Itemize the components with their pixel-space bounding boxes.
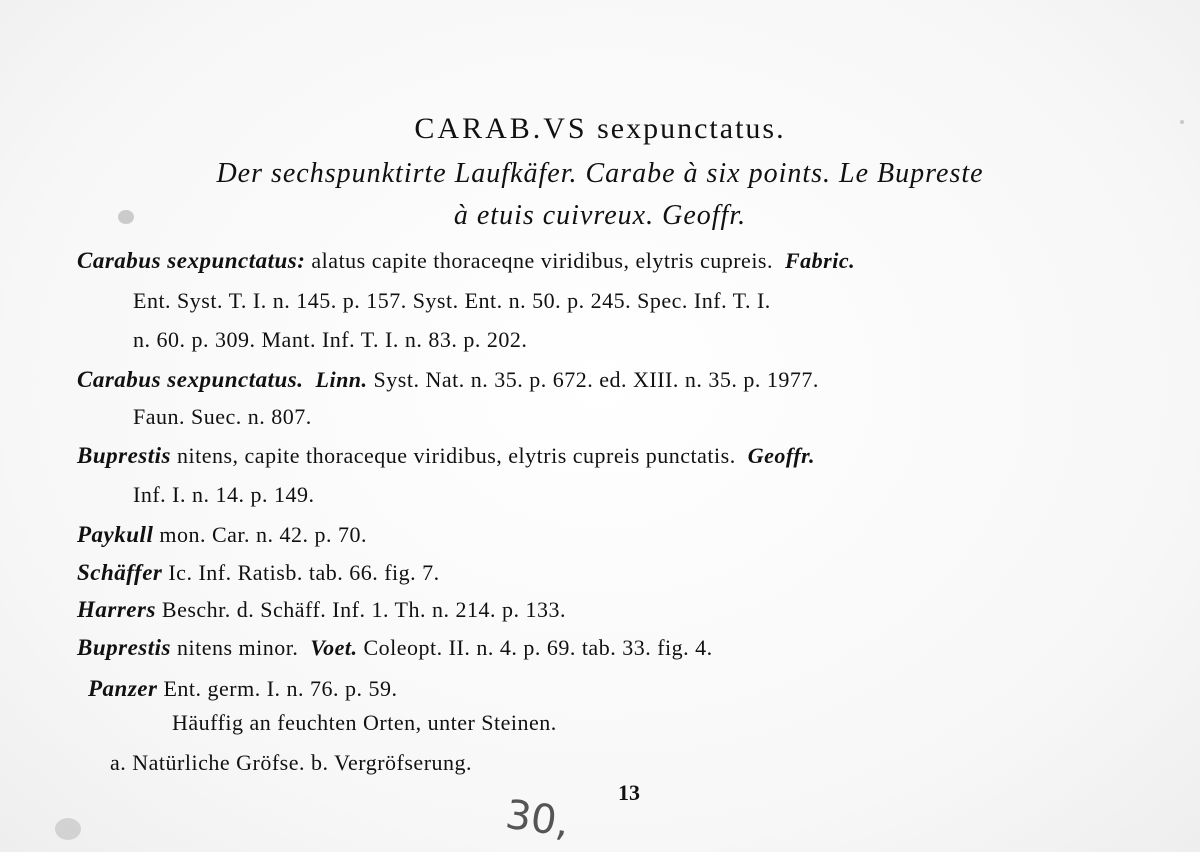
paper-speck xyxy=(1180,120,1184,124)
synonymy-line-10 xyxy=(77,597,566,623)
habitat-text: Häuffig an feuchten Orten, unter Steinen. xyxy=(172,710,557,735)
synonym-author: Buprestis xyxy=(77,443,171,468)
synonym-text: nitens, capite thoraceque viridibus, elytris cupreis punctatis. xyxy=(170,443,736,468)
synonym-text-cont: Coleopt. II. n. 4. p. 69. tab. 33. fig. 4. xyxy=(357,635,713,660)
handwritten-number xyxy=(498,786,588,846)
synonym-author: Paykull xyxy=(77,522,154,547)
synonymy-line-8 xyxy=(77,522,367,548)
synonym-source: Linn. xyxy=(315,367,368,392)
synonymy-line-9 xyxy=(77,560,440,586)
synonym-author: Panzer xyxy=(88,676,158,701)
synonym-text: nitens minor. xyxy=(170,635,299,660)
synonymy-line-2: Ent. Syst. T. I. n. 145. p. 157. Syst. Ent. n. 50. p. 245. Spec. Inf. T. I. xyxy=(133,288,771,313)
common-names-line-1: Der sechspunktirte Laufkäfer. Carabe à six points. Le Bupreste xyxy=(216,158,984,189)
paper-speck xyxy=(55,818,81,840)
synonym-text: Syst. Nat. n. 35. p. 672. ed. XIII. n. 35. p. 1977. xyxy=(367,367,819,392)
synonymy-line-1 xyxy=(77,248,855,274)
synonym-source: Fabric. xyxy=(785,248,856,273)
genus-name: CARAB.VS xyxy=(414,112,588,145)
synonym-text: alatus capite thoraceqne viridibus, elytris cupreis. xyxy=(305,248,773,273)
synonym-author: Carabus sexpunctatus. xyxy=(77,367,304,392)
synonymy-line-7: Inf. I. n. 14. p. 149. xyxy=(133,482,315,507)
synonym-text: mon. Car. n. 42. p. 70. xyxy=(153,522,368,547)
page-number: 13 xyxy=(618,780,640,805)
synonymy-line-3: n. 60. p. 309. Mant. Inf. T. I. n. 83. p. 202. xyxy=(133,327,528,352)
synonym-text: Ic. Inf. Ratisb. tab. 66. fig. 7. xyxy=(162,560,440,585)
common-names-line-2: à etuis cuivreux. Geoffr. xyxy=(453,200,747,231)
paper-speck xyxy=(118,210,134,224)
synonym-text: Ent. germ. I. n. 76. p. 59. xyxy=(157,676,398,701)
synonymy-line-4 xyxy=(77,367,819,393)
synonym-source: Geoffr. xyxy=(747,443,815,468)
synonym-author: Schäffer xyxy=(77,560,163,585)
synonymy-line-12 xyxy=(88,676,398,702)
synonym-author: Harrers xyxy=(77,597,156,622)
synonym-text: Beschr. d. Schäff. Inf. 1. Th. n. 214. p. 133. xyxy=(155,597,566,622)
synonymy-line-6 xyxy=(77,443,815,469)
page-title xyxy=(0,112,1200,146)
species-name: sexpunctatus. xyxy=(597,112,786,145)
figure-legend: a. Natürliche Gröfse. b. Vergröfserung. xyxy=(110,750,473,775)
synonym-source: Voet. xyxy=(310,635,358,660)
synonym-author: Carabus sexpunctatus: xyxy=(77,248,306,273)
synonym-author: Buprestis xyxy=(77,635,171,660)
synonymy-line-5: Faun. Suec. n. 807. xyxy=(133,404,312,429)
handwritten-number-text: 30, xyxy=(502,791,573,846)
synonymy-line-11 xyxy=(77,635,713,661)
